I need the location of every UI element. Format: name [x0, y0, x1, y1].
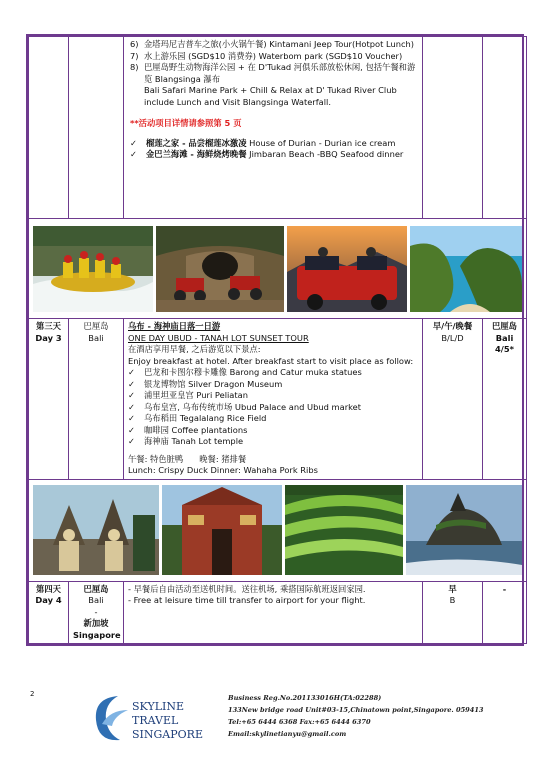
company-address: 133New bridge road Unit#03-15,Chinatown point,Singapore. 059413: [228, 706, 484, 714]
check-icon: ✓: [128, 390, 135, 400]
list-item: ✓ 乌布稻田 Tegalalang Rice Field: [128, 413, 267, 423]
coastal-cliff-photo: [410, 226, 522, 312]
check-icon: ✓: [128, 401, 135, 412]
day3-place-cell: [69, 319, 124, 480]
company-phone: Tel:+65 6444 6368 Fax:+65 6444 6370: [228, 718, 371, 726]
day4-row: [29, 581, 527, 644]
logo-line-2: TRAVEL: [132, 714, 179, 727]
logo-line-1: SKYLINE: [132, 700, 185, 713]
day4-label-en: Day 4: [35, 595, 62, 605]
logo-line-3: SINGAPORE: [132, 728, 203, 741]
atv-ride-photo: [156, 226, 284, 312]
day4-place-zh: 巴厘岛: [83, 583, 109, 594]
meal-code: B/L/D: [441, 332, 464, 343]
list-item: ✓ 银龙博物馆 Silver Dragon Museum: [128, 378, 283, 389]
activity8-english: Bali Safari Marine Park + Chill & Relax at D' Tukad River Club include Lunch and Visit Blangsinga Waterfall.: [144, 85, 397, 107]
photo-row-1: [29, 219, 527, 319]
tanah-lot-photo: [406, 485, 522, 575]
check-icon: ✓: [130, 149, 137, 159]
itinerary-table: [28, 36, 527, 644]
day4-hotel-cell: [483, 581, 527, 644]
meal-header: 早/午/晚餐: [432, 321, 473, 331]
check-icon: ✓: [128, 436, 135, 446]
check-icon: ✓: [128, 413, 135, 423]
day3-place-en: Bali: [88, 332, 104, 343]
day3-intro-en: Enjoy breakfast at hotel. After breakfast start to visit place as follow:: [128, 355, 414, 366]
list-item: ✓ 海神庙 Tanah Lot temple: [128, 436, 244, 446]
list-item: ✓ 乌布皇宫, 乌布传统市场 Ubud Palace and Ubud market: [128, 401, 361, 412]
activity-item: 8) 巴厘岛野生动物海洋公园 + 在 D'Tukad 河俱乐部放松休闲, 包括午餐和游览 Blangsinga 瀑布: [130, 62, 416, 84]
check-icon: ✓: [128, 367, 135, 377]
photo-row-2: [29, 479, 527, 581]
itinerary-frame: [26, 34, 524, 646]
river-rafting-photo: [33, 226, 153, 312]
highlight-item: ✓ 榴莲之家 - 品尝榴莲冰激凌 House of Durian - Durian ice cream: [130, 137, 396, 148]
day4-label-zh: 第四天: [36, 583, 61, 594]
day3-day-cell: [29, 319, 69, 480]
day2-detail-cell: [124, 37, 423, 219]
day4-day-cell: [29, 581, 69, 644]
page-number: 2: [30, 690, 35, 698]
activity-note: **活动项目详情请参照第 5 页: [130, 118, 242, 128]
activity-item: 7) 水上游乐园 (SGD$10 消费券) Waterbom park (SGD$10 Voucher): [130, 50, 403, 61]
day2-meal-cell: [423, 37, 483, 219]
company-info: [228, 692, 484, 740]
day3-label-en: Day 3: [35, 332, 62, 343]
day3-meals-en: Lunch: Crispy Duck Dinner: Wahaha Pork Ribs: [128, 465, 318, 475]
list-item: ✓ 巴龙和卡图尔穆卡雕像 Barong and Catur muka statues: [128, 367, 362, 377]
day3-title-zh: 乌布 - 海神庙日落一日游: [128, 321, 221, 331]
day2-day-cell: [29, 37, 69, 219]
list-item: ✓ 浦里坦亚皇宫 Puri Peliatan: [128, 390, 248, 400]
temple-statues-photo: [33, 485, 159, 575]
day4-meal-en: B: [449, 595, 456, 605]
check-icon: ✓: [128, 378, 135, 389]
day3-label-zh: 第三天: [36, 321, 61, 331]
day4-meal-cell: [423, 581, 483, 644]
day4-place-cell: [69, 581, 124, 644]
activity-list: [130, 39, 418, 85]
day3-intro-zh: 在酒店享用早餐, 之后游览以下景点:: [128, 344, 261, 354]
check-icon: ✓: [128, 424, 135, 435]
highlight-item: ✓ 金巴兰海滩 - 海鲜烧烤晚餐 Jimbaran Beach -BBQ Seafood dinner: [130, 149, 404, 159]
day3-meal-cell: [423, 319, 483, 480]
activity-item: 6) 金塔玛尼吉普车之旅(小火锅午餐) Kintamani Jeep Tour(Hotpot Lunch): [130, 39, 415, 49]
day4-line-en: - Free at leisure time till transfer to airport for your flight.: [128, 595, 366, 605]
day3-row: [29, 319, 527, 480]
palace-gate-photo: [162, 485, 282, 575]
day3-title-en: ONE DAY UBUD - TANAH LOT SUNSET TOUR: [128, 332, 309, 343]
day3-place-zh: 巴厘岛: [83, 321, 109, 331]
rice-terrace-photo: [285, 485, 403, 575]
day4-dash: -: [94, 606, 98, 617]
day4-dest-en: Singapore: [73, 629, 121, 640]
day3-detail-cell: [124, 319, 423, 480]
day4-place-en: Bali: [88, 595, 104, 605]
day2-place-cell: [69, 37, 124, 219]
day4-dest-zh: 新加坡: [83, 618, 109, 628]
company-logo: [88, 690, 216, 750]
day3-place-list: [128, 367, 418, 448]
day3-meals-zh: 午餐: 特色脏鸭 晚餐: 猪排餐: [128, 453, 247, 464]
hotel-zh: 巴厘岛: [492, 321, 517, 331]
check-icon: ✓: [130, 137, 137, 148]
day2-hotel-cell: [483, 37, 527, 219]
business-reg: Business Reg.No.201133016H(TA:02288): [228, 694, 382, 702]
day4-hotel: -: [502, 583, 507, 594]
hotel-en: Bali: [495, 332, 514, 343]
day4-line-zh: - 早餐后自由活动至送机时间。送往机场, 乘搭国际航班返回家园.: [128, 583, 366, 594]
day4-meal-zh: 早: [448, 583, 457, 594]
company-email: Email:skylinetianyu@gmail.com: [228, 730, 347, 738]
day4-detail-cell: [124, 581, 423, 644]
jeep-tour-photo: [287, 226, 407, 312]
hotel-star: 4/5*: [495, 344, 514, 354]
list-item: ✓ 咖啡园 Coffee plantations: [128, 424, 248, 435]
highlight-list: [130, 138, 418, 161]
day3-hotel-cell: [483, 319, 527, 480]
day2-row: [29, 37, 527, 219]
